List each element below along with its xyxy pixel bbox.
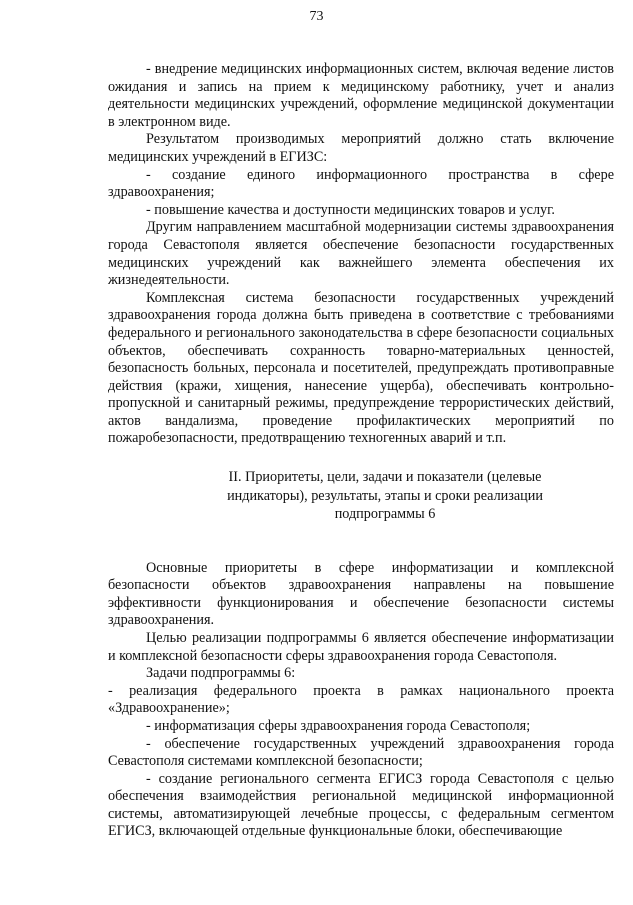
paragraph-tasks-title: Задачи подпрограммы 6:	[146, 665, 296, 682]
paragraph-goal: Целью реализации подпрограммы 6 является обеспечение информатизации и комплексной безопасности сферы здравоохранения города Севастополя.	[108, 629, 614, 664]
section-heading	[108, 468, 614, 524]
paragraph-bullet-quality: - повышение качества и доступности медицинских товаров и услуг.	[146, 201, 555, 218]
section-heading-line: подпрограммы 6	[334, 506, 436, 523]
document-body	[108, 61, 614, 841]
paragraph-task-security-systems: - обеспечение государственных учреждений здравоохранения города Севастополя системами комплексной безопасности;	[108, 735, 614, 770]
paragraph-task-federal-project: - реализация федерального проекта в рамках национального проекта «Здравоохранение»;	[108, 682, 614, 717]
paragraph-bullet-info-space: - создание единого информационного пространства в сфере здравоохранения;	[108, 166, 614, 201]
paragraph-task-informatization: - информатизация сферы здравоохранения города Севастополя;	[146, 717, 531, 734]
section-heading-line: II. Приоритеты, цели, задачи и показатели (целевые	[228, 469, 542, 486]
paragraph-priorities: Основные приоритеты в сфере информатизации и комплексной безопасности объектов здравоохранения направлены на повышение эффективности функционирования и обеспечение безопасности системы здравоохранения.	[108, 559, 614, 629]
paragraph-task-regional-segment: - создание регионального сегмента ЕГИСЗ города Севастополя с целью обеспечения взаимодействия региональной медицинской информационной системы, автоматизирующей лечебные процессы, с федеральным сегментом ЕГИСЗ, включающей отдельные функциональные блоки, обеспечивающие	[108, 770, 614, 840]
paragraph-result-egizs: Результатом производимых мероприятий должно стать включение медицинских учреждений в ЕГИЗС:	[108, 131, 614, 165]
paragraph-bullet-medical-info-systems: - внедрение медицинских информационных систем, включая ведение листов ожидания и запись на прием к медицинскому работнику, учет и анализ деятельности медицинских учреждений, оформление медицинской документации в электронном виде.	[108, 61, 614, 130]
paragraph-security-direction: Другим направлением масштабной модернизации системы здравоохранения города Севастополя является обеспечение безопасности государственных медицинских учреждений как важнейшего элемента обеспечения их жизнедеятельности.	[108, 219, 614, 289]
paragraph-complex-security: Комплексная система безопасности государственных учреждений здравоохранения города должна быть приведена в соответствие с требованиями федерального и регионального законодательства в сфере безопасности социальных объектов, обеспечивать сохранность товарно-материальных ценностей, безопасность больных, персонала и посетителей, предупреждать противоправные действия (кражи, хищения, нанесение ущерба), обеспечивать контрольно-пропускной и санитарный режимы, предупреждение террористических действий, актов вандализма, проведение профилактических мероприятий по пожаробезопасности, предотвращению техногенных аварий и т.п.	[108, 289, 614, 447]
page-number: 73	[309, 9, 324, 24]
section-heading-line: индикаторы), результаты, этапы и сроки реализации	[227, 487, 543, 504]
